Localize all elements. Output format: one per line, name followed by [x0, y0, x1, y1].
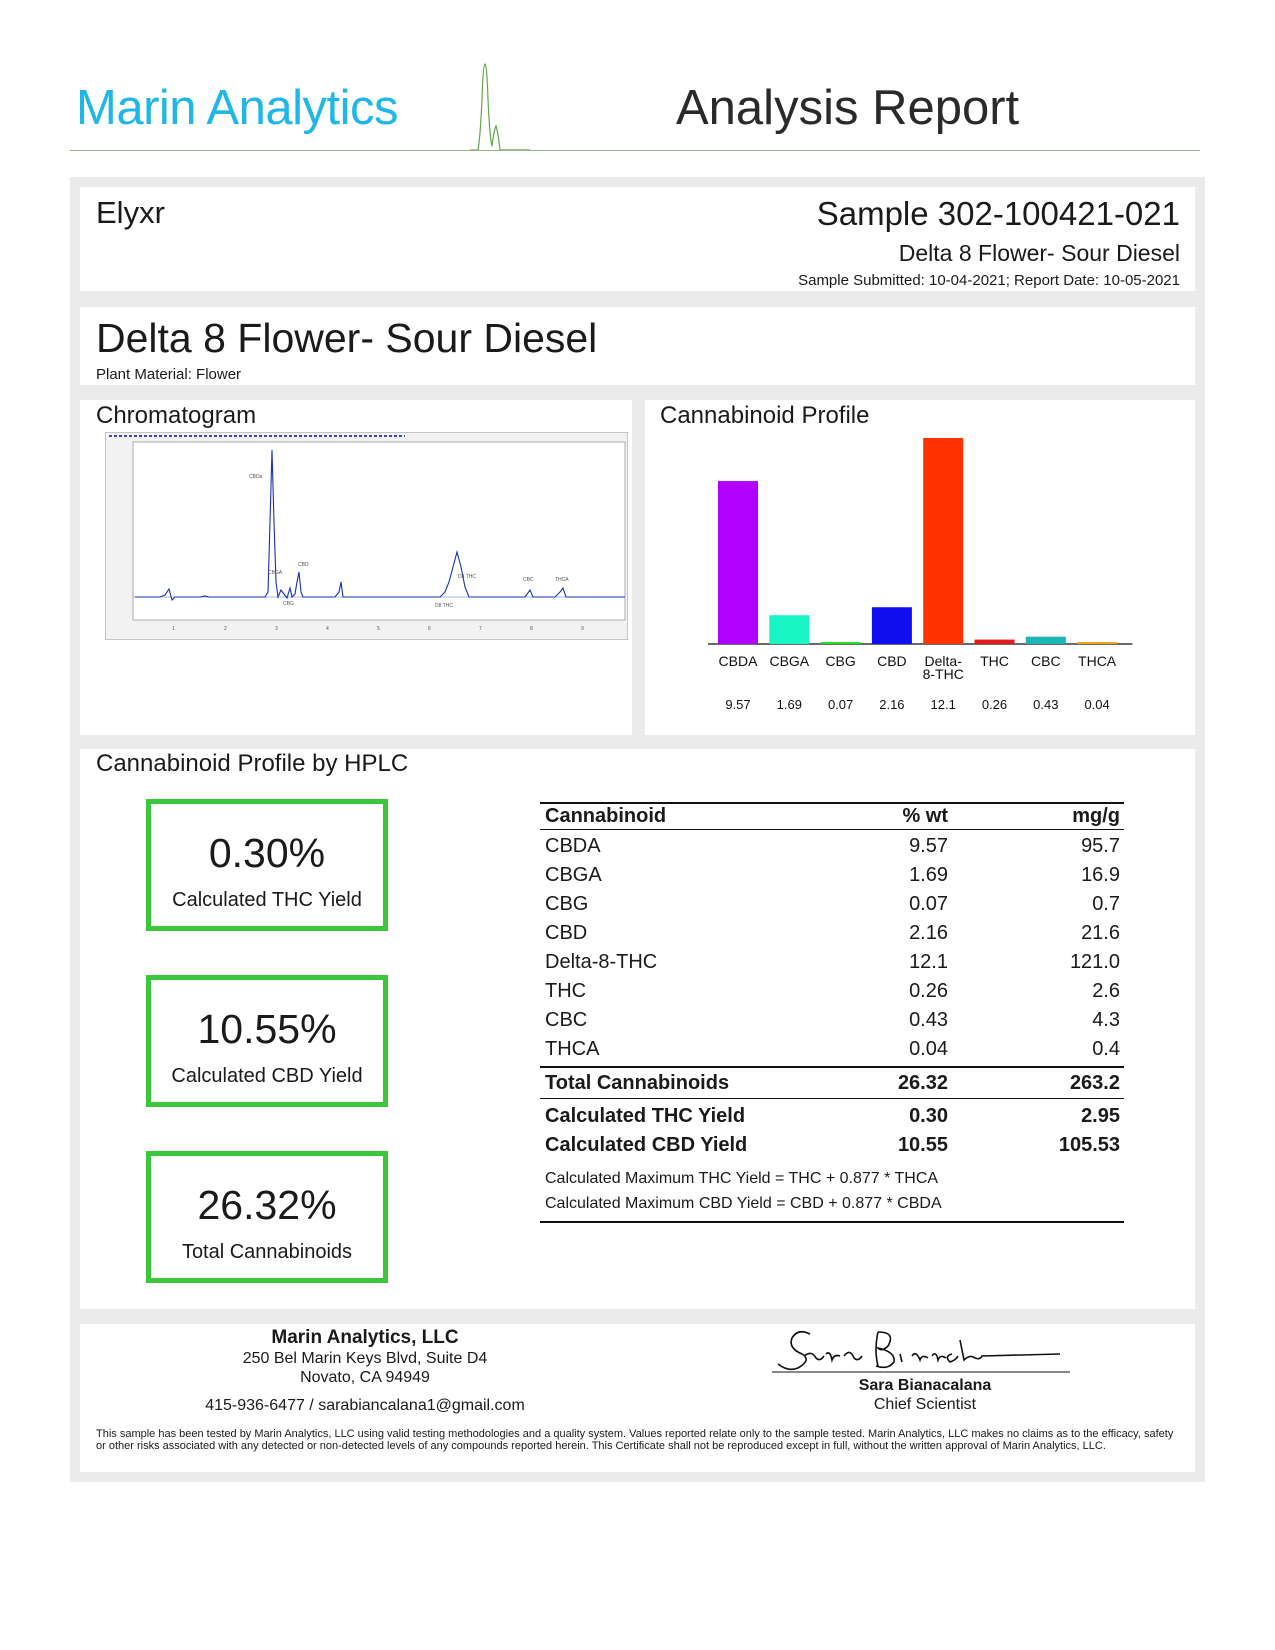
cell-pct-wt: 9.57: [909, 835, 948, 857]
chart-bar: [872, 607, 912, 644]
disclaimer-text: This sample has been tested by Marin Analytics, LLC using valid testing methodologies and a quality system. Values reported relate only to the sample tested. Marin Analytics, LLC makes no claims as to the efficacy, safety or other risks associated with any detected or non-detected levels of any compounds reported herein. This Certificate shall not be reproduced except in full, without the written approval of Marin Analytics, LLC.: [96, 1428, 1174, 1452]
footer-contact: 415-936-6477 / sarabiancalana1@gmail.com: [205, 1397, 525, 1414]
cell-cannabinoid: Total Cannabinoids: [545, 1072, 730, 1094]
cell-pct-wt: 2.16: [909, 922, 948, 944]
chromatogram-peak-label: CBD: [298, 562, 309, 568]
signature-image: [770, 1320, 1070, 1376]
kpi-value: 0.30%: [208, 830, 326, 876]
table-row: [545, 922, 1120, 950]
client-name: Elyxr: [96, 195, 165, 230]
chart-bar: [923, 438, 963, 644]
formula-cbd: Calculated Maximum CBD Yield = CBD + 0.877 * CBDA: [545, 1195, 942, 1212]
cannabinoid-bar-chart: [708, 438, 1148, 723]
cell-mg-g: 95.7: [1081, 835, 1120, 857]
cell-mg-g: 105.53: [1058, 1134, 1120, 1156]
chart-bar: [1026, 637, 1066, 644]
table-row: [545, 893, 1120, 921]
table-cbd-yield-row: [545, 1134, 1120, 1162]
cell-mg-g: 0.7: [1092, 893, 1120, 915]
cell-pct-wt: 26.32: [897, 1072, 948, 1094]
cell-mg-g: 0.4: [1092, 1038, 1120, 1060]
chromatogram-x-tick: 6: [428, 626, 431, 632]
cell-cannabinoid: THCA: [545, 1038, 600, 1060]
cell-mg-g: 16.9: [1081, 864, 1120, 886]
table-total-row: [545, 1072, 1120, 1100]
sample-dates: Sample Submitted: 10-04-2021; Report Date: 10-05-2021: [798, 272, 1180, 289]
chart-value-label: 0.07: [827, 697, 854, 712]
chart-bar: [718, 481, 758, 644]
chart-category-label: CBGA: [769, 653, 810, 669]
cell-cannabinoid: Delta-8-THC: [545, 951, 658, 973]
cell-pct-wt: 12.1: [909, 951, 948, 973]
chromatogram-peak-label: CBG: [283, 601, 294, 607]
hplc-title: Cannabinoid Profile by HPLC: [96, 750, 409, 777]
table-bottom-rule: [540, 1221, 1124, 1223]
chart-category-label: THCA: [1078, 653, 1117, 669]
profile-title: Cannabinoid Profile: [660, 402, 870, 429]
chart-bar: [821, 642, 861, 644]
chart-value-label: 9.57: [725, 697, 751, 712]
chromatogram-x-tick: 1: [172, 626, 175, 632]
cell-cannabinoid: Calculated CBD Yield: [545, 1134, 748, 1156]
cell-cannabinoid: CBG: [545, 893, 589, 915]
cell-pct-wt: 0.43: [909, 1009, 948, 1031]
chart-bar: [975, 640, 1015, 644]
kpi-total-cannabinoids: [146, 1151, 388, 1283]
chromatogram-peak-label: CBDa: [249, 474, 263, 480]
chart-category-label: CBD: [877, 653, 907, 669]
chart-category-label: THC: [980, 653, 1009, 669]
cell-mg-g: 2.6: [1092, 980, 1120, 1002]
plant-material: Plant Material: Flower: [96, 366, 242, 383]
report-title: Analysis Report: [676, 81, 1020, 135]
sample-id: Sample 302-100421-021: [816, 195, 1180, 232]
chart-category-label: 8-THC: [922, 666, 964, 682]
cell-pct-wt: 0.30: [909, 1105, 948, 1127]
cell-pct-wt: 1.69: [909, 864, 948, 886]
chart-value-label: 0.26: [981, 697, 1008, 712]
chart-category-label: CBG: [825, 653, 856, 669]
chart-value-label: 2.16: [879, 697, 905, 712]
table-header-rule: [540, 829, 1124, 830]
table-header: Cannabinoid: [545, 805, 667, 827]
table-row: [545, 1038, 1120, 1066]
formula-thc: Calculated Maximum THC Yield = THC + 0.877 * THCA: [545, 1170, 939, 1187]
header-divider: [70, 150, 1200, 151]
kpi-value: 10.55%: [197, 1006, 337, 1052]
table-top-rule: [540, 802, 1124, 804]
cell-cannabinoid: CBGA: [545, 864, 602, 886]
chromatogram-x-tick: 5: [377, 626, 380, 632]
signer-name: Sara Bianacalana: [858, 1377, 992, 1394]
brand-logo-text: Marin Analytics: [76, 81, 399, 135]
kpi-cbd-yield: [146, 975, 388, 1107]
chromatogram-peak-label: D8 THC: [458, 574, 476, 580]
product-title: Delta 8 Flower- Sour Diesel: [96, 315, 598, 361]
cell-cannabinoid: THC: [545, 980, 587, 1002]
table-total-rule: [540, 1066, 1124, 1068]
chromatogram-x-tick: 8: [530, 626, 533, 632]
cell-cannabinoid: CBDA: [545, 835, 601, 857]
kpi-label: Calculated CBD Yield: [171, 1065, 363, 1087]
cell-cannabinoid: CBD: [545, 922, 588, 944]
kpi-label: Calculated THC Yield: [172, 889, 362, 911]
table-row: [545, 864, 1120, 892]
cell-pct-wt: 0.26: [909, 980, 948, 1002]
chart-value-label: 1.69: [776, 697, 802, 712]
table-row: [545, 1009, 1120, 1037]
cell-mg-g: 263.2: [1069, 1072, 1120, 1094]
chromatogram-x-tick: 3: [275, 626, 278, 632]
chromatogram-x-tick: 7: [479, 626, 482, 632]
cell-pct-wt: 0.04: [909, 1038, 948, 1060]
footer-address-2: Novato, CA 94949: [300, 1369, 430, 1386]
table-row: [545, 835, 1120, 863]
chromatogram-peak-label: THCA: [555, 577, 569, 583]
table-row: [545, 980, 1120, 1008]
sample-product: Delta 8 Flower- Sour Diesel: [898, 240, 1180, 266]
chromatogram-peak-label: CBGA: [268, 570, 283, 576]
chart-category-label: CBC: [1031, 653, 1061, 669]
signer-title: Chief Scientist: [873, 1396, 977, 1413]
chart-bar: [769, 615, 809, 644]
cell-cannabinoid: CBC: [545, 1009, 588, 1031]
chromatogram-peak-label: D8 THC: [435, 603, 453, 609]
cell-pct-wt: 0.07: [909, 893, 948, 915]
table-total-underline: [540, 1098, 1124, 1099]
cell-mg-g: 2.95: [1081, 1105, 1120, 1127]
chromatogram-title: Chromatogram: [96, 402, 257, 429]
chromatogram-image: [105, 432, 628, 640]
chromatogram-x-tick: 2: [224, 626, 227, 632]
table-header: mg/g: [1072, 805, 1120, 827]
chromatogram-peak-label: CBC: [523, 577, 534, 583]
chart-bar: [1077, 642, 1117, 644]
kpi-value: 26.32%: [197, 1182, 337, 1228]
cell-pct-wt: 10.55: [897, 1134, 948, 1156]
header-peak-graphic: [470, 60, 530, 152]
chart-value-label: 0.04: [1084, 697, 1110, 712]
chromatogram-x-tick: 9: [581, 626, 584, 632]
table-header: % wt: [902, 805, 948, 827]
kpi-thc-yield: [146, 799, 388, 931]
footer-company: Marin Analytics, LLC: [271, 1327, 459, 1348]
chart-category-label: CBDA: [718, 653, 758, 669]
table-row: [545, 951, 1120, 979]
kpi-label: Total Cannabinoids: [181, 1241, 353, 1263]
cell-mg-g: 4.3: [1092, 1009, 1120, 1031]
chart-value-label: 0.43: [1033, 697, 1059, 712]
chart-value-label: 12.1: [930, 697, 956, 712]
chart-category-label: Delta-: [924, 653, 962, 669]
cell-mg-g: 21.6: [1081, 922, 1120, 944]
table-thc-yield-row: [545, 1105, 1120, 1133]
cell-cannabinoid: Calculated THC Yield: [545, 1105, 746, 1127]
footer-address-1: 250 Bel Marin Keys Blvd, Suite D4: [242, 1350, 488, 1367]
chromatogram-x-tick: 4: [326, 626, 329, 632]
cell-mg-g: 121.0: [1069, 951, 1120, 973]
